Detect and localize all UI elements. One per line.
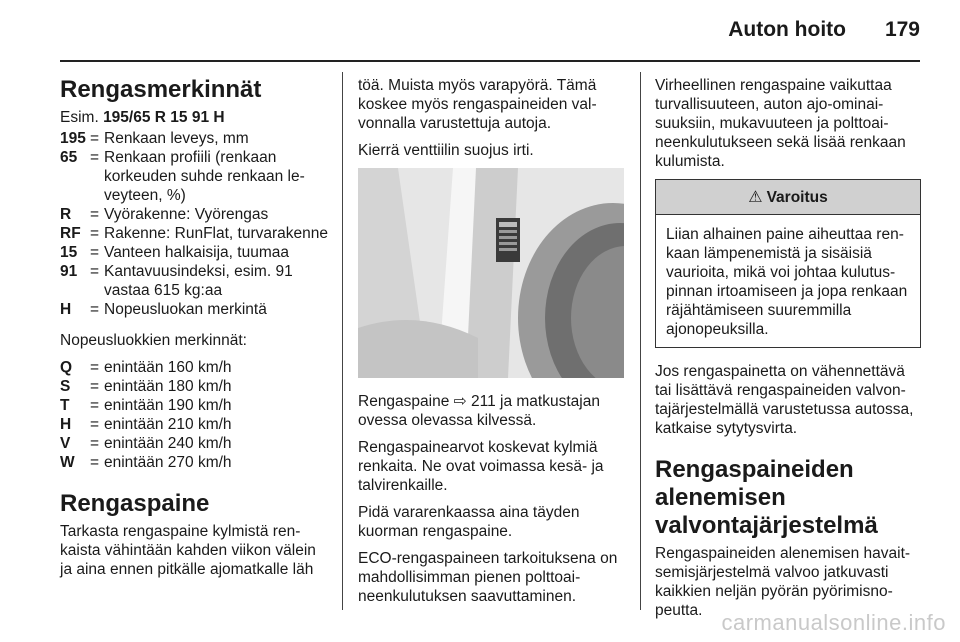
code-key: S	[60, 378, 71, 395]
code-desc: Renkaan profiili (renkaan korkeuden suhde renkaan leveyteen, %)	[104, 149, 305, 204]
speed-classes-intro: Nopeusluokkien merkinnät:	[60, 332, 247, 349]
code-key: H	[60, 416, 72, 433]
warning-title: Varoitus	[766, 188, 828, 206]
tire-code-row	[60, 300, 330, 319]
code-eq: =	[90, 397, 100, 414]
example-line	[60, 108, 330, 127]
ref-text-before: Rengaspaine	[358, 393, 450, 410]
code-desc: enintään 160 km/h	[104, 359, 232, 376]
code-key: 91	[60, 263, 78, 280]
column-1	[60, 76, 330, 587]
code-eq: =	[90, 263, 100, 280]
code-key: V	[60, 435, 71, 452]
speed-code-row	[60, 453, 330, 472]
tire-pressure-text: Tarkasta rengaspaine kylmistä renkaista vähintään kahden viikon välein ja aina ennen pitkälle ajomatkalle läh	[60, 523, 316, 578]
tire-code-row	[60, 205, 330, 224]
tire-markings-heading: Rengasmerkinnät	[60, 76, 262, 103]
code-key: R	[60, 206, 72, 223]
warning-header	[656, 180, 920, 215]
example-code: 195/65 R 15 91 H	[103, 109, 225, 126]
speed-code-row	[60, 415, 330, 434]
column-divider-1	[342, 72, 343, 610]
tire-pressure-heading: Rengaspaine	[60, 490, 210, 517]
code-key: W	[60, 454, 75, 471]
tire-code-row	[60, 262, 330, 300]
code-desc: Vyörakenne: Vyörengas	[104, 206, 269, 223]
code-eq: =	[90, 225, 100, 242]
speed-code-row	[60, 377, 330, 396]
speed-code-row	[60, 434, 330, 453]
code-key: 15	[60, 244, 78, 261]
code-eq: =	[90, 149, 100, 166]
ref-text-after: 211 ja matkustajan ovessa olevassa kilvessä.	[358, 393, 600, 429]
header-rule	[60, 60, 920, 62]
tire-code-row	[60, 224, 330, 243]
speed-code-list	[60, 358, 330, 472]
column-divider-2	[640, 72, 641, 610]
column-2	[358, 76, 624, 614]
code-eq: =	[90, 378, 100, 395]
code-eq: =	[90, 301, 100, 318]
code-key: H	[60, 301, 72, 318]
pressure-reference	[358, 392, 624, 430]
tire-code-row	[60, 148, 330, 205]
page-header	[0, 0, 960, 60]
tpms-text: Rengaspaineiden alenemisen havaitsemisjärjestelmä valvoo jatkuvasti kaikkien neljän pyörän pyörimisnopeutta.	[655, 545, 911, 619]
code-eq: =	[90, 244, 100, 261]
door-illustration	[358, 168, 624, 378]
incorrect-pressure-text: Virheellinen rengaspaine vaikuttaa turvallisuuteen, auton ajo-ominaisuuksiin, mukavuuteen ja polttoaineenkulutukseen sekä lisää renkaan kulumista.	[655, 77, 906, 170]
column-3	[655, 76, 921, 628]
continued-text: töä. Muista myös varapyörä. Tämä koskee myös rengaspaineiden valvonnalla varustettuja autoja.	[358, 77, 597, 132]
code-desc: Nopeusluokan merkintä	[104, 301, 267, 318]
eco-pressure-text: ECO-rengaspaineen tarkoituksena on mahdollisimman pienen polttoaineenkulutuksen saavuttaminen.	[358, 550, 618, 605]
spare-tire-text: Pidä vararenkaassa aina täyden kuorman rengaspaine.	[358, 504, 580, 540]
code-key: Q	[60, 359, 73, 376]
tire-code-row	[60, 243, 330, 262]
section-title: Auton hoito	[728, 18, 846, 41]
code-desc: Renkaan leveys, mm	[104, 130, 249, 147]
code-desc: Vanteen halkaisija, tuumaa	[104, 244, 289, 261]
door-tire-label-photo	[358, 168, 624, 378]
speed-code-row	[60, 358, 330, 377]
code-eq: =	[90, 416, 100, 433]
code-desc: enintään 210 km/h	[104, 416, 232, 433]
example-prefix: Esim.	[60, 109, 99, 126]
code-eq: =	[90, 130, 100, 147]
valve-instruction: Kierrä venttiilin suojus irti.	[358, 142, 534, 159]
warning-box	[655, 179, 921, 348]
cold-tire-text: Rengaspainearvot koskevat kylmiä renkaita. Ne ovat voimassa kesä- ja talvirenkaille.	[358, 439, 604, 494]
code-desc: enintään 240 km/h	[104, 435, 232, 452]
code-desc: enintään 270 km/h	[104, 454, 232, 471]
code-key: T	[60, 397, 70, 414]
code-key: 65	[60, 149, 78, 166]
code-eq: =	[90, 454, 100, 471]
page-number: 179	[884, 18, 920, 41]
page-reference-arrow-icon: ⇨	[453, 393, 467, 410]
warning-text: Liian alhainen paine aiheuttaa renkaan lämpenemistä ja sisäisiä vaurioita, mikä voi johtaa kulutuspinnan irtoamiseen ja jopa renkaan räjähtämiseen suuremmilla ajonopeuksilla.	[666, 226, 908, 338]
warning-triangle-icon: ⚠	[748, 188, 763, 206]
code-desc: Kantavuusindeksi, esim. 91 vastaa 615 kg:aa	[104, 263, 293, 299]
code-desc: enintään 190 km/h	[104, 397, 232, 414]
tire-code-list	[60, 129, 330, 319]
code-desc: enintään 180 km/h	[104, 378, 232, 395]
ignition-off-text: Jos rengaspainetta on vähennettävä tai lisättävä rengaspaineiden valvontajärjestelmällä varustetussa autossa, katkaise sytytysvirta.	[655, 363, 914, 437]
code-desc: Rakenne: RunFlat, turvarakenne	[104, 225, 329, 242]
code-eq: =	[90, 359, 100, 376]
tpms-heading: Rengaspaineiden alenemisen valvontajärjestelmä	[655, 456, 878, 539]
code-key: RF	[60, 225, 81, 242]
speed-code-row	[60, 396, 330, 415]
tire-code-row	[60, 129, 330, 148]
watermark: carmanualsonline.info	[721, 610, 946, 635]
code-key: 195	[60, 130, 86, 147]
code-eq: =	[90, 435, 100, 452]
code-eq: =	[90, 206, 100, 223]
